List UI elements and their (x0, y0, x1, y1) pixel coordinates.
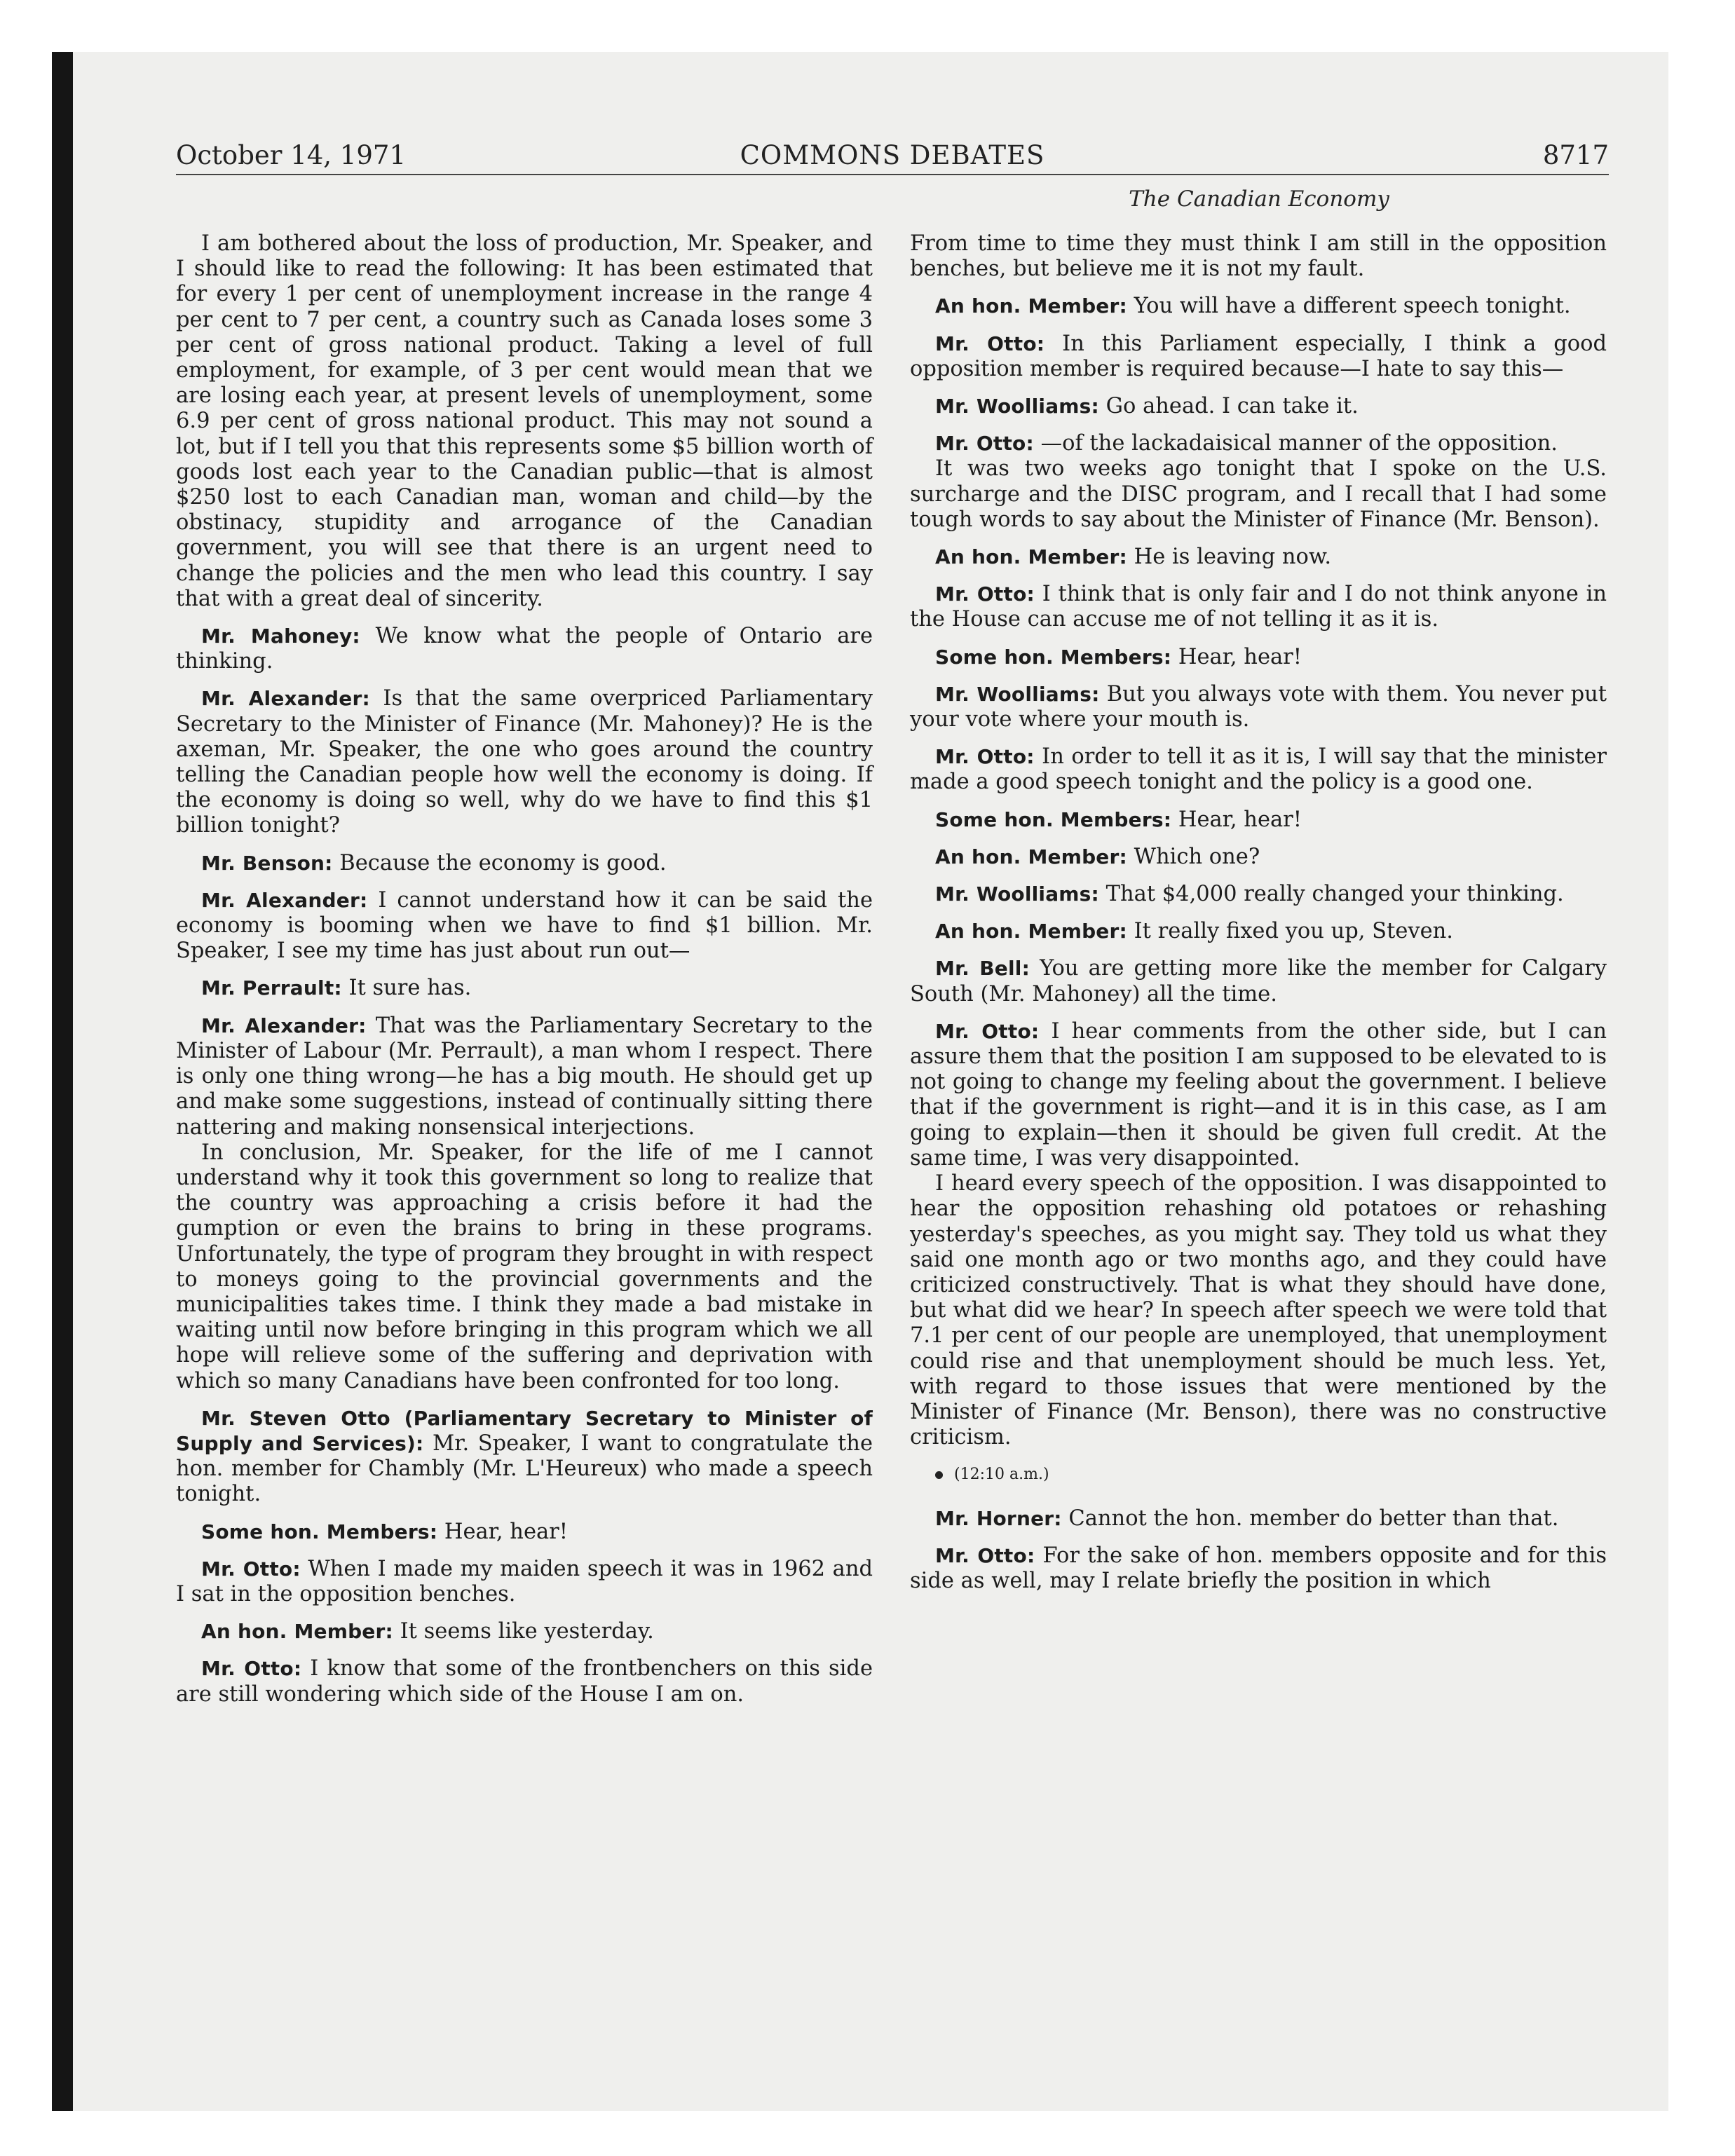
speech-paragraph (910, 231, 1607, 282)
speech-paragraph (176, 1014, 873, 1140)
speaker-name: An hon. Member: (935, 920, 1127, 943)
speech-text: It was two weeks ago tonight that I spoke on the U.S. surcharge and the DISC program, and I recall that I had some tough words to say about the Minister of Finance (Mr. Benson). (910, 456, 1607, 532)
speech-text: Hear, hear! (444, 1519, 569, 1544)
speaker-name: Mr. Otto: (935, 1019, 1040, 1043)
speaker-name: Mr. Otto: (935, 745, 1035, 769)
speaker-name: Mr. Alexander: (201, 888, 368, 912)
speech-text: You will have a different speech tonight. (1134, 294, 1571, 319)
speech-paragraph (910, 582, 1607, 632)
speech-paragraph (176, 1406, 873, 1508)
speech-paragraph (910, 456, 1607, 533)
speaker-name: Mr. Perrault: (201, 976, 342, 1000)
speech-paragraph (910, 645, 1607, 670)
header-date: October 14, 1971 (176, 140, 406, 170)
speaker-name: An hon. Member: (201, 1620, 393, 1644)
speech-paragraph (910, 956, 1607, 1007)
speaker-name: Mr. Alexander: (201, 1014, 367, 1037)
speech-paragraph (176, 624, 873, 674)
speech-text: —of the lackadaisical manner of the opposition. (1040, 431, 1558, 456)
speech-text: It seems like yesterday. (400, 1619, 654, 1644)
speech-text: Because the economy is good. (339, 850, 667, 875)
speaker-name: Mr. Mahoney: (201, 625, 360, 648)
speech-text: It sure has. (348, 976, 472, 1001)
speaker-name: Mr. Alexander: (201, 687, 370, 711)
speaker-name: Mr. Bell: (935, 957, 1030, 981)
speech-paragraph (176, 1520, 873, 1545)
speech-paragraph (176, 1557, 873, 1607)
speaker-name: Mr. Otto: (935, 432, 1034, 456)
speech-paragraph (910, 744, 1607, 795)
speech-paragraph (176, 888, 873, 964)
scan-edge (52, 52, 73, 2111)
speech-text: Which one? (1134, 844, 1260, 869)
speaker-name: An hon. Member: (935, 294, 1127, 318)
speaker-name: Mr. Woolliams: (935, 882, 1099, 906)
speech-paragraph (910, 294, 1607, 319)
speech-text: I hear comments from the other side, but I can assure them that the position I am supposed to be elevated to is not going to change my feeling about the government. I believe that if the government is right—and it is in this case, as I am going to explain—then it should be given full credit. At the same time, I was very disappointed. (910, 1018, 1607, 1171)
speech-paragraph (910, 845, 1607, 870)
speech-text: Go ahead. I can take it. (1105, 394, 1359, 419)
speech-paragraph (910, 1019, 1607, 1171)
speaker-name: Some hon. Members: (935, 645, 1172, 669)
speech-paragraph (910, 1543, 1607, 1594)
speech-text: I know that some of the frontbenchers on this side are still wondering which side of the House I am on. (176, 1656, 873, 1707)
speaker-name: Mr. Woolliams: (935, 682, 1100, 706)
left-column (176, 231, 873, 1719)
speaker-name: Mr. Woolliams: (935, 395, 1099, 418)
speech-paragraph (910, 332, 1607, 382)
speech-text: In this Parliament especially, I think a good opposition member is required because—I hate to say this— (910, 331, 1607, 381)
speech-paragraph (176, 1140, 873, 1394)
speaker-name: Mr. Steven Otto (Parliamentary Secretary to Minister of Supply and Services): (176, 1406, 873, 1455)
right-column (910, 231, 1607, 1606)
speech-text: In conclusion, Mr. Speaker, for the life of me I cannot understand why it took this government so long to realize that the country was approaching a crisis before it had the gumption or even the brains to bring in these programs. Unfortunately, the type of program they brought in with respect to moneys going to the provincial governments and the municipalities takes time. I think they made a bad mistake in waiting until now before bringing in this program which we all hope will relieve some of the suffering and deprivation with which so many Canadians have been confronted for too long. (176, 1140, 873, 1393)
speech-text: That was the Parliamentary Secretary to the Minister of Labour (Mr. Perrault), a man whom I respect. There is only one thing wrong—he has a big mouth. He should get up and make some suggestions, instead of continually sitting there nattering and making nonsensical interjections. (176, 1013, 873, 1140)
speech-paragraph (910, 1506, 1607, 1531)
speech-paragraph (910, 545, 1607, 570)
speech-text: We know what the people of Ontario are thinking. (176, 624, 873, 674)
speech-text: I cannot understand how it can be said the economy is booming when we have to find $1 billion. Mr. Speaker, I see my time has just about run out— (176, 887, 873, 964)
speech-text: I heard every speech of the opposition. I was disappointed to hear the opposition rehashing old potatoes or rehashing yesterday's speeches, as you might say. They told us what they said one month ago or two months ago, and they could have criticized constructively. That is what they should have done, but what did we hear? In speech after speech we were told that 7.1 per cent of our people are unemployed, that unemployment could rise and that unemployment should be much less. Yet, with regard to those issues that were mentioned by the Minister of Finance (Mr. Benson), there was no constructive criticism. (910, 1171, 1607, 1450)
speech-paragraph (910, 682, 1607, 732)
speech-paragraph (176, 976, 873, 1001)
speech-paragraph (176, 1619, 873, 1644)
speaker-name: Mr. Horner: (935, 1506, 1062, 1530)
speech-text: Hear, hear! (1178, 807, 1302, 832)
speaker-name: Mr. Otto: (935, 332, 1045, 355)
speech-text: Mr. Speaker, I want to congratulate the hon. member for Chambly (Mr. L'Heureux) who made a speech tonight. (176, 1431, 873, 1507)
speech-text: Cannot the hon. member do better than that. (1068, 1506, 1559, 1531)
speech-text: He is leaving now. (1134, 545, 1332, 570)
speaker-name: Mr. Otto: (201, 1657, 302, 1681)
speech-paragraph (910, 431, 1607, 456)
speech-text: Is that the same overpriced Parliamentary Secretary to the Minister of Finance (Mr. Mahoney)? He is the axeman, Mr. Speaker, the one who goes around the country telling the Canadian people how well the economy is doing. If the economy is doing so well, why do we have to find this $1 billion tonight? (176, 686, 873, 838)
speech-paragraph (910, 394, 1607, 419)
speaker-name: Mr. Otto: (201, 1557, 301, 1581)
timestamp (935, 1462, 1607, 1487)
speech-text: It really fixed you up, Steven. (1134, 919, 1453, 944)
speech-text: I think that is only fair and I do not think anyone in the House can accuse me of not telling it as it is. (910, 582, 1607, 632)
speech-paragraph (910, 807, 1607, 833)
speech-paragraph (910, 919, 1607, 944)
speech-text: Hear, hear! (1178, 644, 1302, 669)
speech-text: For the sake of hon. members opposite and for this side as well, may I relate briefly the position in which (910, 1543, 1607, 1593)
speech-paragraph (910, 882, 1607, 907)
speech-text: That $4,000 really changed your thinking. (1105, 882, 1564, 907)
speech-text: You are getting more like the member for Calgary South (Mr. Mahoney) all the time. (910, 956, 1607, 1007)
speech-paragraph (176, 231, 873, 612)
speaker-name: An hon. Member: (935, 845, 1127, 868)
timestamp-text: (12:10 a.m.) (954, 1466, 1049, 1484)
speech-text: But you always vote with them. You never put your vote where your mouth is. (910, 681, 1607, 732)
speaker-name: An hon. Member: (935, 545, 1127, 569)
speech-paragraph (176, 1656, 873, 1707)
speech-paragraph (176, 686, 873, 838)
bullet-icon (935, 1471, 943, 1479)
speech-paragraph (910, 1171, 1607, 1450)
page-header (176, 140, 1609, 175)
section-subject: The Canadian Economy (1129, 186, 1389, 212)
speech-paragraph (176, 851, 873, 876)
speaker-name: Mr. Otto: (935, 582, 1035, 606)
header-journal-title: COMMONS DEBATES (740, 140, 1045, 170)
speaker-name: Some hon. Members: (935, 807, 1172, 831)
speech-text: I am bothered about the loss of production, Mr. Speaker, and I should like to read the following: It has been estimated that for every 1 per cent of unemployment increase in the range 4 per cent to 7 per cent, a country such as Canada loses some 3 per cent of gross national product. Taking a level of full employment, for example, of 3 per cent would mean that we are losing each year, at present levels of unemployment, some 6.9 per cent of gross national product. This may not sound a lot, but if I tell you that this represents some $5 billion worth of goods lost each year to the Canadian public—that is almost $250 lost to each Canadian man, woman and child—by the obstinacy, stupidity and arrogance of the Canadian government, you will see that there is an urgent need to change the policies and the men who lead this country. I say that with a great deal of sincerity. (176, 231, 873, 611)
speaker-name: Some hon. Members: (201, 1520, 438, 1543)
speech-text: From time to time they must think I am still in the opposition benches, but believe me it is not my fault. (910, 231, 1607, 282)
header-page-number: 8717 (1542, 140, 1609, 170)
speech-text: In order to tell it as it is, I will say that the minister made a good speech tonight and the policy is a good one. (910, 744, 1607, 795)
speech-text: When I made my maiden speech it was in 1962 and I sat in the opposition benches. (176, 1556, 873, 1606)
speaker-name: Mr. Benson: (201, 851, 333, 875)
speaker-name: Mr. Otto: (935, 1543, 1035, 1567)
